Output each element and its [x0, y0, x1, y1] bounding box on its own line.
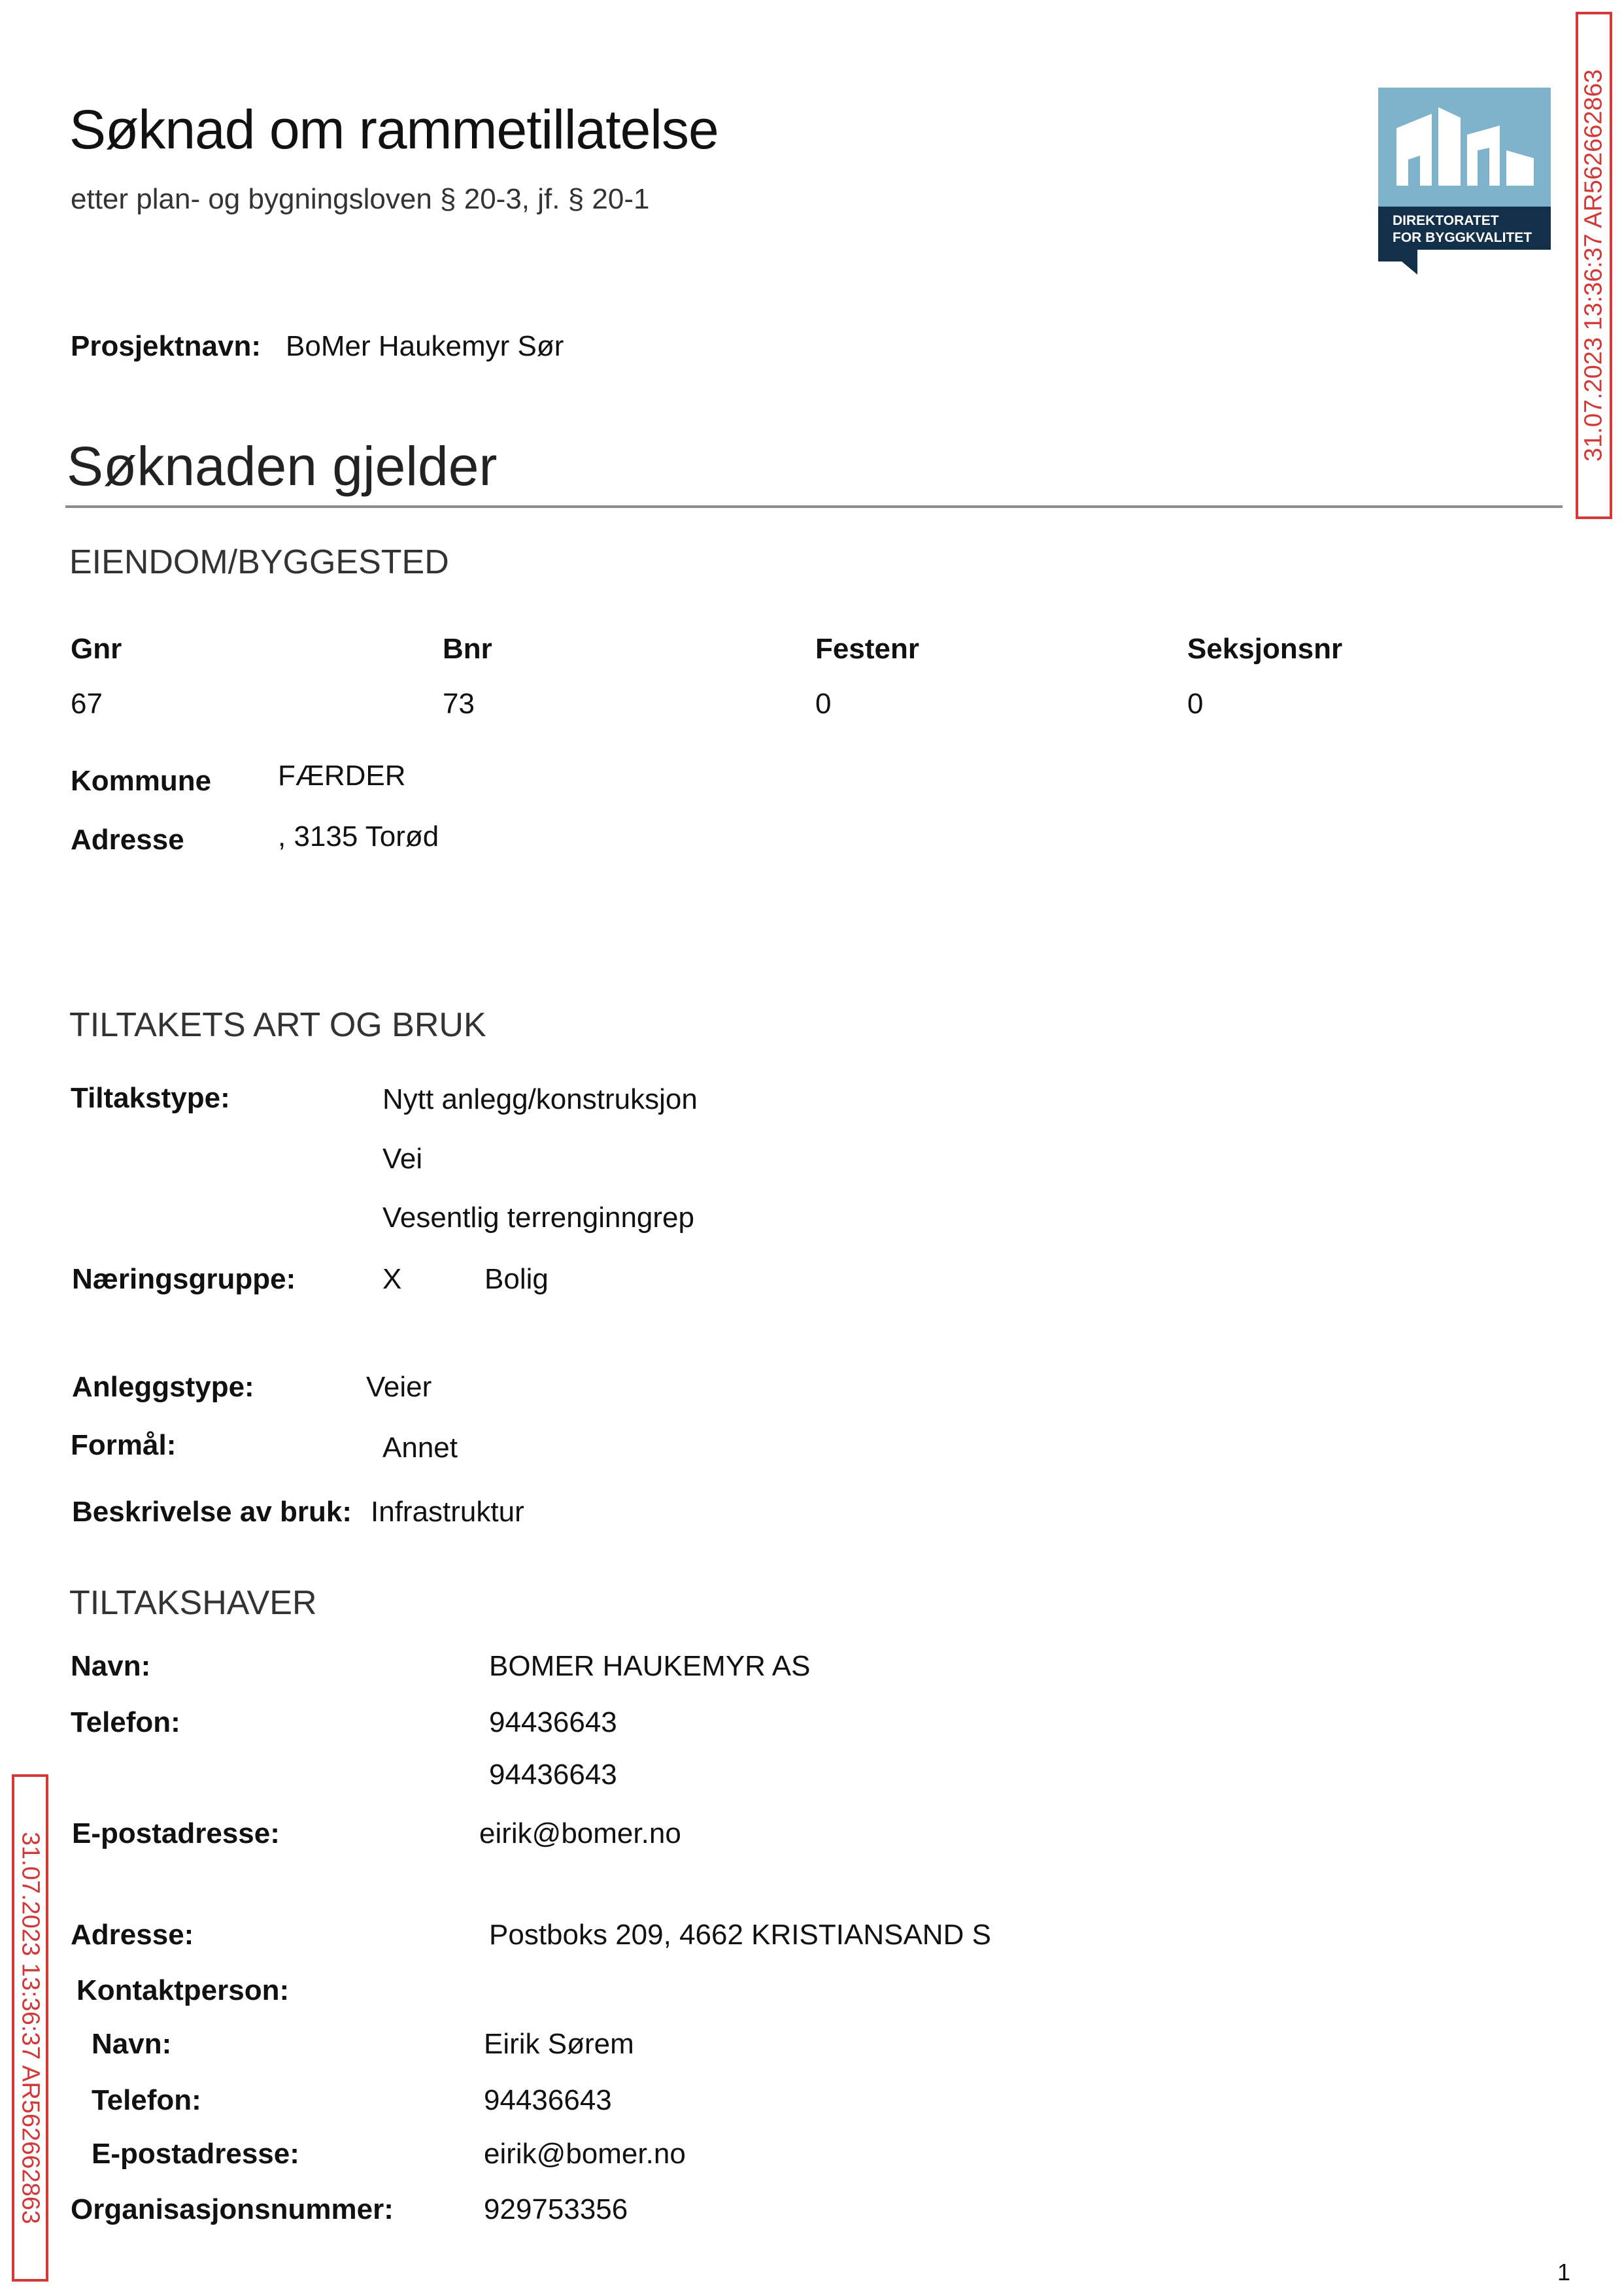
anleggstype-value: Veier — [366, 1371, 432, 1403]
page-subtitle: etter plan- og bygningsloven § 20-3, jf. § 20-1 — [71, 183, 650, 215]
page-title: Søknad om rammetillatelse — [69, 99, 719, 160]
gnr-value: 67 — [71, 688, 103, 720]
adresse-value: , 3135 Torød — [278, 820, 439, 852]
dibk-logo — [1378, 88, 1551, 275]
kontaktperson-label: Kontaktperson: — [76, 1974, 290, 2006]
kommune-label: Kommune — [71, 765, 212, 797]
tiltakstype-label: Tiltakstype: — [71, 1082, 230, 1114]
tiltakshaver-navn-label: Navn: — [71, 1650, 151, 1682]
kontakt-telefon-label: Telefon: — [92, 2084, 201, 2116]
logo-text-2: FOR BYGGKVALITET — [1393, 230, 1532, 245]
kontakt-navn-value: Eirik Sørem — [484, 2028, 634, 2060]
bnr-label: Bnr — [443, 633, 492, 665]
kontakt-telefon-value: 94436643 — [484, 2084, 612, 2116]
seksjonsnr-label: Seksjonsnr — [1187, 633, 1343, 665]
section-divider — [65, 505, 1563, 508]
naeringsgruppe-value: Bolig — [484, 1263, 549, 1295]
project-name-value: BoMer Haukemyr Sør — [286, 330, 564, 362]
date-stamp-right — [1576, 12, 1612, 519]
property-heading: EIENDOM/BYGGESTED — [69, 543, 449, 581]
tiltakshaver-telefon-value-2: 94436643 — [489, 1759, 617, 1791]
tiltakshaver-epost-label: E-postadresse: — [72, 1817, 280, 1849]
dibk-logo-icon — [1378, 88, 1551, 275]
adresse-label: Adresse — [71, 824, 184, 856]
date-stamp-left-text: 31.07.2023 13:36:37 AR562662863 — [16, 1831, 44, 2225]
anleggstype-label: Anleggstype: — [72, 1371, 254, 1403]
tiltakshaver-navn-value: BOMER HAUKEMYR AS — [489, 1650, 811, 1682]
kontakt-epost-label: E-postadresse: — [92, 2138, 299, 2170]
tiltakshaver-adresse-value: Postboks 209, 4662 KRISTIANSAND S — [489, 1919, 991, 1951]
tiltakstype-value-2: Vei — [382, 1143, 423, 1175]
kommune-value: FÆRDER — [278, 760, 406, 792]
logo-text-1: DIREKTORATET — [1393, 213, 1499, 228]
gnr-label: Gnr — [71, 633, 122, 665]
date-stamp-right-text: 31.07.2023 13:36:37 AR562662863 — [1580, 69, 1608, 462]
bnr-value: 73 — [443, 688, 475, 720]
tiltakstype-value-3: Vesentlig terrenginngrep — [382, 1202, 694, 1234]
orgnr-label: Organisasjonsnummer: — [71, 2193, 394, 2225]
festenr-value: 0 — [815, 688, 832, 720]
section-title: Søknaden gjelder — [67, 435, 498, 497]
tiltakshaver-adresse-label: Adresse: — [71, 1919, 194, 1951]
beskrivelse-label: Beskrivelse av bruk: — [72, 1496, 352, 1528]
festenr-label: Festenr — [815, 633, 919, 665]
naeringsgruppe-code: X — [382, 1263, 402, 1295]
kontakt-navn-label: Navn: — [92, 2028, 172, 2060]
seksjonsnr-value: 0 — [1187, 688, 1204, 720]
formal-value: Annet — [382, 1432, 458, 1464]
orgnr-value: 929753356 — [484, 2193, 628, 2225]
tiltakshaver-heading: TILTAKSHAVER — [69, 1584, 317, 1622]
formal-label: Formål: — [71, 1429, 177, 1461]
kontakt-epost-value: eirik@bomer.no — [484, 2138, 686, 2170]
date-stamp-left — [12, 1774, 48, 2282]
beskrivelse-value: Infrastruktur — [371, 1496, 524, 1528]
tiltakstype-value-1: Nytt anlegg/konstruksjon — [382, 1083, 698, 1115]
tiltakshaver-epost-value: eirik@bomer.no — [479, 1817, 681, 1849]
project-name-label: Prosjektnavn: — [71, 330, 261, 362]
page-number: 1 — [1557, 2259, 1570, 2286]
tiltak-heading: TILTAKETS ART OG BRUK — [69, 1006, 486, 1044]
tiltakshaver-telefon-label: Telefon: — [71, 1706, 180, 1738]
tiltakshaver-telefon-value-1: 94436643 — [489, 1706, 617, 1738]
naeringsgruppe-label: Næringsgruppe: — [72, 1263, 296, 1295]
